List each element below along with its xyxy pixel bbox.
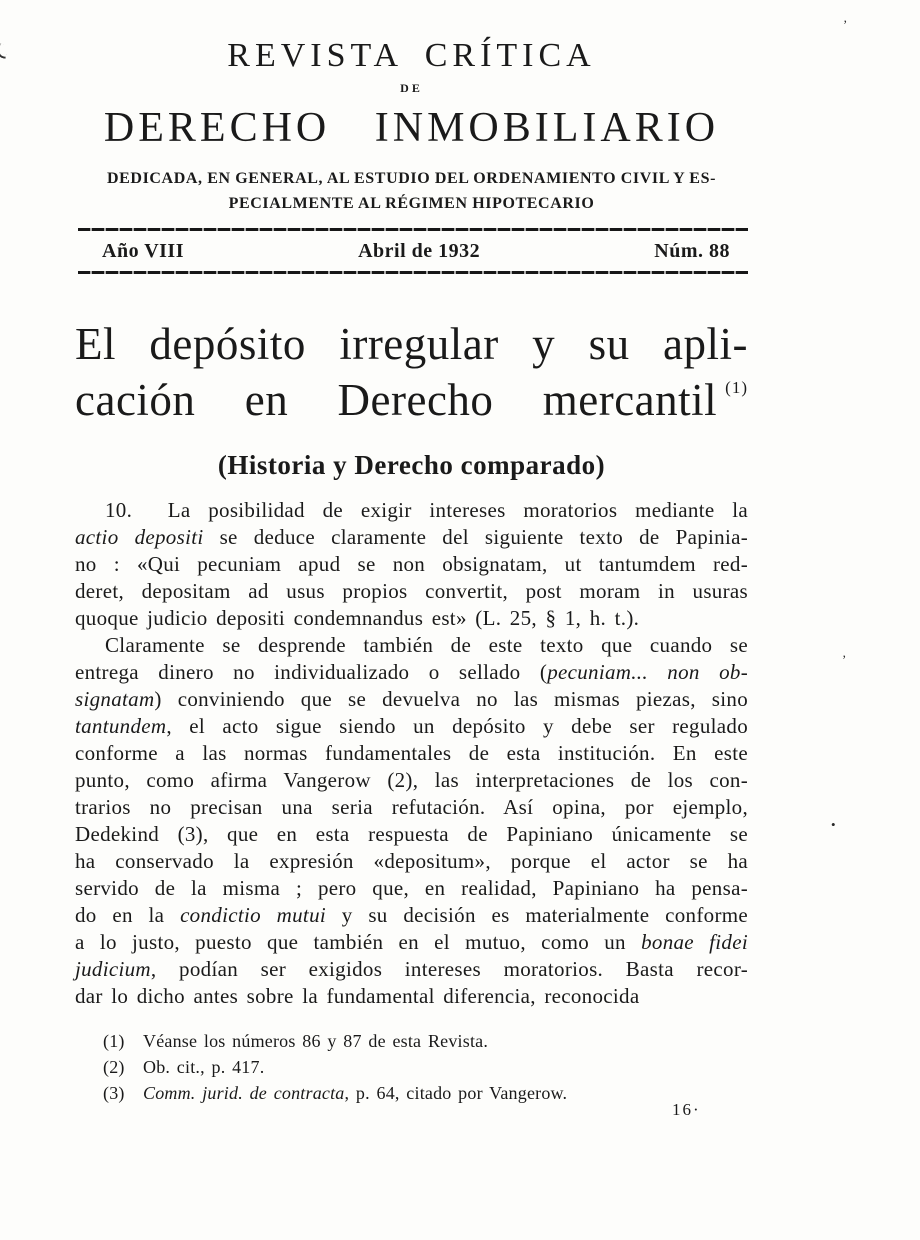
body-text-line bbox=[75, 956, 748, 983]
body-text-line bbox=[75, 848, 748, 875]
text-segment: Ob. cit., p. 417. bbox=[143, 1057, 265, 1077]
article-title-line-1: El depósito irregular y su apli- bbox=[75, 319, 748, 369]
latin-phrase: actio depositi bbox=[75, 525, 204, 549]
divider-rule-top bbox=[78, 228, 748, 231]
article-body bbox=[75, 497, 748, 1010]
article-title bbox=[75, 316, 748, 428]
scan-speck: ’ bbox=[843, 17, 848, 32]
text-segment: , p. 64, citado por Vangerow. bbox=[344, 1083, 568, 1103]
dedication-line-2: PECIALMENTE AL RÉGIMEN HIPOTECARIO bbox=[228, 195, 595, 212]
text-segment: dar lo dicho antes sobre la fundamental diferencia, reconocida bbox=[75, 984, 640, 1008]
body-text-line bbox=[75, 524, 748, 551]
footnote-mark: (2) bbox=[103, 1057, 125, 1077]
dedication-line-1: DEDICADA, EN GENERAL, AL ESTUDIO DEL ORDENAMIENTO CIVIL Y ES- bbox=[106, 170, 716, 187]
footnote bbox=[75, 1054, 748, 1080]
latin-phrase: tantundem bbox=[75, 714, 167, 738]
latin-phrase: condictio mutui bbox=[180, 903, 327, 927]
issue-year: Año VIII bbox=[102, 239, 184, 262]
text-segment: , podían ser exigidos intereses moratorios. Basta recor- bbox=[150, 957, 748, 981]
body-text-line bbox=[75, 605, 748, 632]
text-segment: conforme a las normas fundamentales de esta institución. En este bbox=[75, 741, 748, 765]
issue-date: Abril de 1932 bbox=[358, 239, 481, 262]
text-segment: Claramente se desprende también de este texto que cuando se bbox=[105, 633, 748, 657]
journal-title-connector: DE bbox=[400, 81, 423, 95]
text-segment: Véanse los números 86 y 87 de esta Revista. bbox=[143, 1031, 489, 1051]
footnote-mark: (3) bbox=[103, 1083, 125, 1103]
footnote-text bbox=[143, 1031, 488, 1051]
scan-speck: ’ bbox=[842, 652, 847, 667]
body-text-line bbox=[75, 767, 748, 794]
body-text-line bbox=[75, 578, 748, 605]
text-segment: no : «Qui pecuniam apud se non obsignatam, ut tantumdem red- bbox=[75, 552, 748, 576]
body-text-line bbox=[75, 686, 748, 713]
body-text-line bbox=[75, 983, 748, 1010]
article-subtitle: (Historia y Derecho comparado) bbox=[217, 450, 606, 480]
text-segment: se deduce claramente del siguiente texto de Papinia- bbox=[203, 525, 748, 549]
footnote bbox=[75, 1080, 748, 1106]
body-text-line bbox=[75, 929, 748, 956]
text-segment: trarios no precisan una seria refutación. Así opina, por ejemplo, bbox=[75, 795, 748, 819]
body-text-line bbox=[75, 632, 748, 659]
text-segment: y su decisión es materialmente conforme bbox=[326, 903, 748, 927]
text-segment: 10. La posibilidad de exigir intereses moratorios mediante la bbox=[105, 498, 748, 522]
text-segment: deret, depositam ad usus propios convertit, post moram in usuras bbox=[75, 579, 748, 603]
masthead bbox=[75, 36, 748, 216]
body-text-line bbox=[75, 713, 748, 740]
text-segment: , el acto sigue siendo un depósito y debe ser regulado bbox=[166, 714, 748, 738]
latin-phrase: pecuniam... non ob- bbox=[547, 660, 748, 684]
article-title-line-2-text: cación en Derecho mercantil bbox=[75, 375, 718, 425]
footnote bbox=[75, 1028, 748, 1054]
journal-title: REVISTA CRÍTICA bbox=[227, 37, 596, 74]
body-text-line bbox=[75, 659, 748, 686]
text-segment: servido de la misma ; pero que, en realidad, Papiniano ha pensa- bbox=[75, 876, 748, 900]
footnote-reference-mark: (1) bbox=[725, 378, 748, 397]
scan-artifact bbox=[0, 43, 8, 59]
text-segment: ) conviniendo que se devuelva no las mismas piezas, sino bbox=[154, 687, 748, 711]
issue-dateline bbox=[78, 233, 748, 269]
text-segment: Dedekind (3), que en esta respuesta de Papiniano únicamente se bbox=[75, 822, 748, 846]
latin-phrase: Comm. jurid. de contracta bbox=[143, 1083, 345, 1103]
issue-number: Núm. 88 bbox=[654, 239, 730, 262]
text-segment: entrega dinero no individualizado o sellado ( bbox=[75, 660, 548, 684]
latin-phrase: bonae fidei bbox=[641, 930, 748, 954]
body-text-line bbox=[75, 740, 748, 767]
footnote-text bbox=[143, 1057, 264, 1077]
footnote-mark: (1) bbox=[103, 1031, 125, 1051]
body-text-line bbox=[75, 902, 748, 929]
text-segment: ha conservado la expresión «depositum», porque el actor se ha bbox=[75, 849, 748, 873]
body-text-line bbox=[75, 875, 748, 902]
text-segment: quoque judicio depositi condemnandus est» (L. 25, § 1, h. t.). bbox=[75, 606, 640, 630]
latin-phrase: judicium bbox=[75, 957, 151, 981]
text-segment: punto, como afirma Vangerow (2), las interpretaciones de los con- bbox=[75, 768, 748, 792]
divider-rule-bottom bbox=[78, 271, 748, 274]
journal-dedication bbox=[75, 166, 748, 216]
body-text-line bbox=[75, 497, 748, 524]
scan-speck: • bbox=[831, 817, 836, 832]
article-title-line-2 bbox=[75, 372, 748, 428]
body-text-line bbox=[75, 551, 748, 578]
latin-phrase: signatam bbox=[75, 687, 155, 711]
body-text-line bbox=[75, 794, 748, 821]
footnotes-block bbox=[75, 1028, 748, 1106]
text-segment: do en la bbox=[75, 903, 181, 927]
footnote-text bbox=[143, 1083, 567, 1103]
journal-main-title: DERECHO INMOBILIARIO bbox=[103, 105, 720, 151]
page-number: 16· bbox=[672, 1100, 701, 1119]
body-text-line bbox=[75, 821, 748, 848]
text-segment: a lo justo, puesto que también en el mutuo, como un bbox=[75, 930, 642, 954]
